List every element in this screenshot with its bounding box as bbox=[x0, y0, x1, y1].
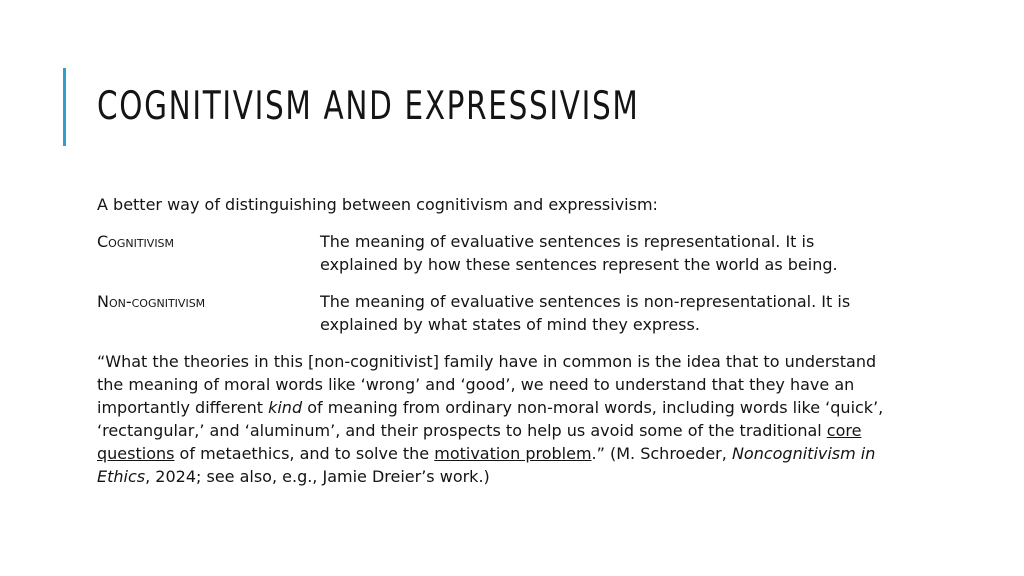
quote-text: , 2024; see also, e.g., Jamie Dreier’s work.) bbox=[145, 467, 490, 486]
definition-term: Non-cognitivism bbox=[97, 292, 206, 311]
definition-line: explained by how these sentences represent the world as being. bbox=[320, 255, 838, 274]
quote-text: of metaethics, and to solve the bbox=[174, 444, 435, 463]
definition-line: explained by what states of mind they express. bbox=[320, 315, 700, 334]
title-accent-bar bbox=[63, 68, 66, 146]
slide-title: COGNITIVISM AND EXPRESSIVISM bbox=[97, 84, 640, 129]
slide-content bbox=[97, 193, 927, 488]
quote-text: “What the theories in this [non-cognitivist] family have in common is the idea that to understand the meaning of moral words like ‘wrong’ and ‘good’, we need to understand that they have an importantly different bbox=[97, 352, 877, 417]
definition-text bbox=[320, 290, 927, 336]
motivation-problem-link[interactable]: motivation problem bbox=[434, 444, 592, 463]
schroeder-quote bbox=[97, 350, 907, 488]
definition-term: Cognitivism bbox=[97, 232, 175, 251]
book-title: Noncognitivism in Ethics bbox=[97, 444, 876, 486]
core-questions-link[interactable]: core questions bbox=[97, 421, 862, 463]
definition-line: The meaning of evaluative sentences is representational. It is bbox=[320, 232, 815, 251]
definition-row-cognitivism bbox=[97, 230, 927, 276]
quote-emphasis-kind: kind bbox=[268, 398, 303, 417]
quote-text: of meaning from ordinary non-moral words, including words like ‘quick’, ‘rectangular,’ and ‘aluminum’, and their prospects to help us avoid some of the traditional bbox=[97, 398, 884, 440]
definition-row-non-cognitivism bbox=[97, 290, 927, 336]
definition-line: The meaning of evaluative sentences is non-representational. It is bbox=[320, 292, 851, 311]
quote-text: .” (M. Schroeder, bbox=[591, 444, 732, 463]
definition-text bbox=[320, 230, 927, 276]
intro-text: A better way of distinguishing between cognitivism and expressivism: bbox=[97, 195, 658, 214]
